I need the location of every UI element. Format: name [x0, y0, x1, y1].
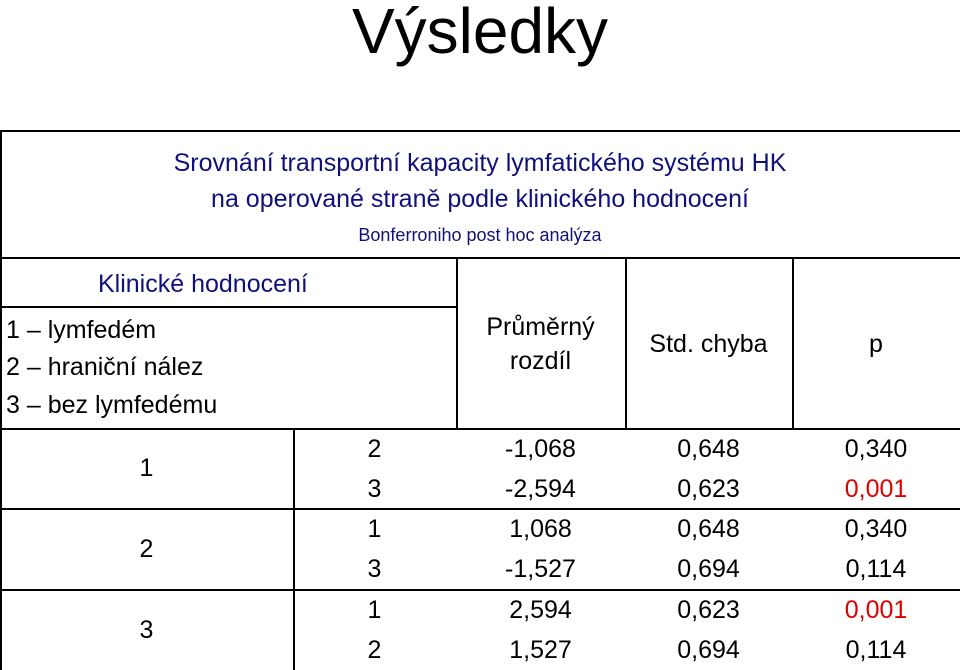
column-header-std-error: Std. chyba — [649, 330, 768, 358]
std-error-cell: 0,648 — [677, 515, 740, 543]
mean-diff-cell: 2,594 — [509, 596, 572, 624]
subtitle-line-1: Srovnání transportní kapacity lymfatického systému HK — [173, 149, 787, 177]
p-value-cell: 0,340 — [844, 435, 908, 463]
category-header-divider — [0, 306, 456, 308]
p-value-cell: 0,340 — [844, 515, 908, 543]
category-header: Klinické hodnocení — [98, 270, 308, 298]
std-error-cell: 0,623 — [677, 596, 740, 624]
slide-title: Výsledky — [351, 0, 609, 67]
col-divider-compare — [456, 257, 458, 428]
group-divider-2 — [0, 589, 960, 591]
group-label-3: 3 — [139, 616, 154, 644]
table-top-border — [0, 130, 960, 132]
compare-cell: 1 — [367, 596, 382, 624]
p-value-cell: 0,114 — [845, 636, 907, 664]
legend-item-2: 2 – hraniční nález — [6, 353, 204, 381]
compare-cell: 1 — [367, 515, 382, 543]
mean-diff-cell: -2,594 — [505, 475, 576, 503]
std-error-cell: 0,694 — [677, 636, 740, 664]
compare-cell: 3 — [367, 555, 382, 583]
mean-diff-cell: -1,527 — [505, 555, 576, 583]
header-bottom-divider — [0, 428, 960, 430]
std-error-cell: 0,648 — [677, 435, 740, 463]
mean-diff-cell: -1,068 — [505, 435, 576, 463]
compare-cell: 3 — [367, 475, 382, 503]
column-header-mean-diff-1: Průměrný — [486, 313, 595, 341]
p-value-cell-significant: 0,001 — [844, 475, 908, 503]
p-value-cell-significant: 0,001 — [844, 596, 908, 624]
group-label-2: 2 — [139, 535, 154, 563]
legend-item-3: 3 – bez lymfedému — [6, 391, 218, 419]
mean-diff-cell: 1,527 — [509, 636, 572, 664]
group-divider-1 — [0, 508, 960, 510]
mean-diff-cell: 1,068 — [509, 515, 572, 543]
analysis-note: Bonferroniho post hoc analýza — [358, 225, 602, 245]
std-error-cell: 0,694 — [677, 555, 740, 583]
compare-cell: 2 — [367, 636, 382, 664]
group-label-1: 1 — [139, 454, 154, 482]
subtitle-line-2: na operované straně podle klinického hodnocení — [211, 185, 749, 213]
std-error-cell: 0,623 — [677, 475, 740, 503]
column-header-p: p — [869, 330, 883, 358]
column-header-mean-diff-2: rozdíl — [509, 347, 572, 375]
compare-cell: 2 — [367, 435, 382, 463]
subtitle-divider — [0, 257, 960, 259]
col-divider-group — [293, 428, 295, 670]
p-value-cell: 0,114 — [845, 555, 907, 583]
legend-item-1: 1 – lymfedém — [6, 316, 157, 344]
